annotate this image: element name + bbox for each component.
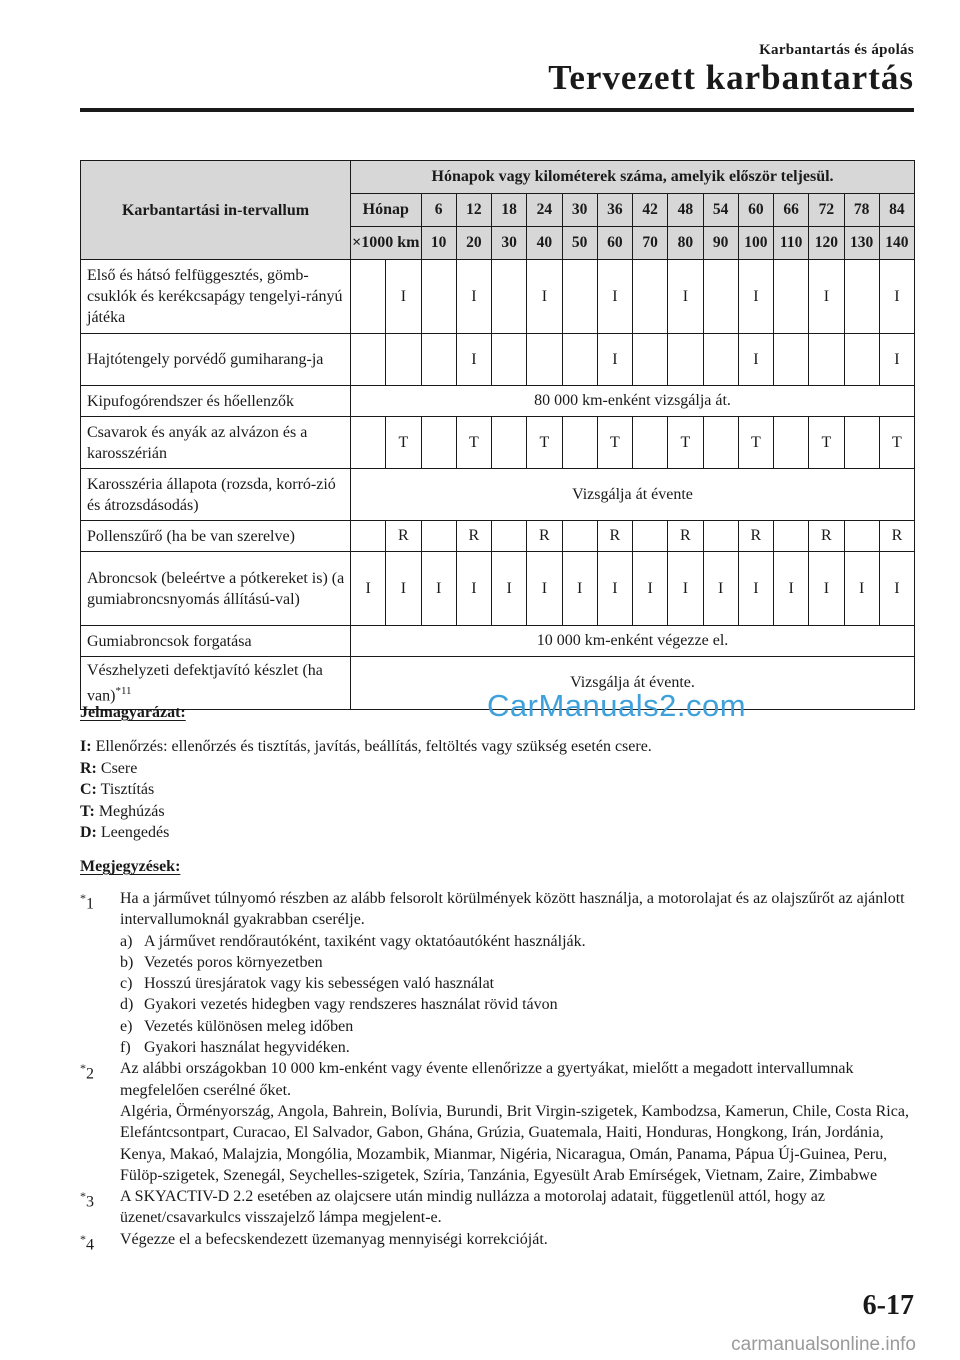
item-label: Első és hátsó felfüggesztés, gömb-csuklók és kerékcsapágy tengelyi-rányú játéka: [81, 260, 351, 334]
schedule-cell: [774, 260, 809, 334]
schedule-cell: [421, 521, 456, 552]
schedule-cell: [421, 334, 456, 386]
item-label: Karosszéria állapota (rozsda, korró-zió és átrozsdásodás): [81, 469, 351, 521]
km-cell: 30: [492, 227, 527, 260]
schedule-cell: [562, 334, 597, 386]
schedule-cell: [351, 260, 386, 334]
notes-title: Megjegyzések:: [80, 858, 181, 875]
note-1: *1 Ha a járművet túlnyomó részben az alább felsorolt körülmények között használja, a motorolajat és az olajszűrőt az ajánlott intervallumoknál gyakrabban cserélje.: [80, 890, 905, 929]
schedule-cell: I: [421, 552, 456, 626]
km-cell: 100: [738, 227, 773, 260]
km-cell: 80: [668, 227, 703, 260]
table-row: [81, 469, 915, 521]
schedule-cell: I: [668, 260, 703, 334]
schedule-cell: [844, 260, 879, 334]
schedule-cell: T: [386, 417, 421, 469]
schedule-cell: I: [633, 552, 668, 626]
item-label: Vészhelyzeti defektjavító készlet (ha van)$^{*11}$: [81, 657, 351, 710]
month-cell: 78: [844, 194, 879, 227]
km-cell: 50: [562, 227, 597, 260]
legend-list: [80, 736, 652, 844]
schedule-cell: [562, 260, 597, 334]
schedule-cell: [351, 334, 386, 386]
table-row: [81, 626, 915, 657]
schedule-cell: [774, 334, 809, 386]
km-cell: 70: [633, 227, 668, 260]
schedule-cell: [844, 521, 879, 552]
km-cell: 120: [809, 227, 844, 260]
schedule-cell: [844, 334, 879, 386]
schedule-cell: R: [668, 521, 703, 552]
page-title: Tervezett karbantartás: [548, 58, 914, 97]
note-1-item: b) Vezetés poros környezetben: [120, 953, 323, 971]
note-4: *4 Végezze el a befecskendezett üzemanyag mennyiségi korrekcióját.: [80, 1230, 548, 1254]
watermark-text: CarManuals2.com: [487, 688, 747, 723]
notes-list: [80, 888, 920, 1255]
schedule-cell: I: [456, 260, 491, 334]
note-1-item: d) Gyakori vezetés hidegben vagy rendszeres használat rövid távon: [120, 996, 558, 1014]
span-cell: Vizsgálja át évente: [351, 469, 915, 521]
schedule-cell: T: [809, 417, 844, 469]
schedule-cell: I: [562, 552, 597, 626]
schedule-cell: I: [738, 260, 773, 334]
schedule-cell: [351, 417, 386, 469]
country-list: Algéria, Örményország, Angola, Bahrein, Bolívia, Burundi, Brit Virgin-szigetek, Kambodzsa, Kamerun, Chile, Costa Rica, Elefántcsontpart, Curacao, El Salvador, Gabon, Ghána, Grúzia, Guatemala, Haiti, Honduras, Hongkong, Irán, Jordánia, Kenya, Makaó, Malajzia, Mongólia, Mozambik, Mianmar, Nigéria, Nicaragua, Omán, Panama, Pápua Új-Guinea, Peru, Fülöp-szigetek, Szenegál, Seychelles-szigetek, Szíria, Tanzánia, Egyesült Arab Emírségek, Vietnam, Zaire, Zimbabwe: [120, 1102, 909, 1184]
legend-item: T: Meghúzás: [80, 802, 165, 820]
schedule-cell: I: [597, 260, 632, 334]
schedule-cell: I: [456, 552, 491, 626]
schedule-cell: R: [879, 521, 914, 552]
span-cell: 80 000 km-enként vizsgálja át.: [351, 386, 915, 417]
month-cell: 30: [562, 194, 597, 227]
page-number: 6-17: [862, 1290, 914, 1321]
schedule-cell: R: [386, 521, 421, 552]
schedule-cell: I: [809, 552, 844, 626]
schedule-cell: I: [879, 260, 914, 334]
schedule-cell: R: [456, 521, 491, 552]
schedule-cell: [633, 260, 668, 334]
month-cell: 66: [774, 194, 809, 227]
schedule-cell: [633, 417, 668, 469]
schedule-cell: [774, 521, 809, 552]
item-label: Gumiabroncsok forgatása: [81, 626, 351, 657]
table-row: [81, 521, 915, 552]
schedule-cell: I: [456, 334, 491, 386]
km-cell: 110: [774, 227, 809, 260]
note-2: *2 Az alábbi országokban 10 000 km-enként vagy évente ellenőrizze a gyertyákat, mielőtt a megadott intervallumnak megfelelően cserélné őket. Algéria, Örményország, Angola, Bahrein, Bolívia, Burundi, Brit Virgin-szigetek, Kambodzsa, Kamerun, Chile, Costa Rica, Elefántcsontpart, Curacao, El Salvador, Gabon, Ghána, Grúzia, Guatemala, Haiti, Honduras, Hongkong, Irán, Jordánia, Kenya, Makaó, Malajzia, Mongólia, Mozambik, Mianmar, Nigéria, Nicaragua, Omán, Panama, Pápua Új-Guinea, Peru, Fülöp-szigetek, Szenegál, Seychelles-szigetek, Szíria, Tanzánia, Egyesült Arab Emírségek, Vietnam, Zaire, Zimbabwe: [80, 1058, 920, 1186]
schedule-cell: [844, 417, 879, 469]
schedule-cell: I: [738, 552, 773, 626]
schedule-cell: [703, 334, 738, 386]
item-label: Csavarok és anyák az alvázon és a karosszérián: [81, 417, 351, 469]
month-cell: 24: [527, 194, 562, 227]
month-cell: 84: [879, 194, 914, 227]
schedule-cell: I: [597, 334, 632, 386]
schedule-cell: I: [774, 552, 809, 626]
schedule-cell: I: [703, 552, 738, 626]
schedule-cell: I: [492, 552, 527, 626]
schedule-cell: [633, 334, 668, 386]
schedule-cell: [668, 334, 703, 386]
schedule-cell: [633, 521, 668, 552]
schedule-cell: I: [879, 334, 914, 386]
schedule-cell: [492, 260, 527, 334]
month-cell: 18: [492, 194, 527, 227]
km-cell: 40: [527, 227, 562, 260]
schedule-cell: I: [386, 552, 421, 626]
month-cell: 48: [668, 194, 703, 227]
schedule-cell: T: [668, 417, 703, 469]
header-divider: [80, 108, 914, 112]
month-cell: 12: [456, 194, 491, 227]
schedule-cell: [492, 334, 527, 386]
schedule-cell: I: [738, 334, 773, 386]
month-label: Hónap: [351, 194, 422, 227]
km-cell: 130: [844, 227, 879, 260]
km-cell: 20: [456, 227, 491, 260]
schedule-cell: R: [597, 521, 632, 552]
schedule-cell: I: [527, 260, 562, 334]
interval-label: Karbantartási in-tervallum: [121, 201, 310, 219]
schedule-cell: R: [527, 521, 562, 552]
km-cell: 60: [597, 227, 632, 260]
schedule-cell: I: [386, 260, 421, 334]
schedule-cell: [703, 521, 738, 552]
legend-title: Jelmagyarázat:: [80, 704, 186, 721]
schedule-cell: [527, 334, 562, 386]
schedule-cell: R: [809, 521, 844, 552]
schedule-cell: I: [351, 552, 386, 626]
schedule-cell: T: [456, 417, 491, 469]
schedule-cell: [421, 417, 456, 469]
section-title: Karbantartás és ápolás: [759, 42, 914, 58]
schedule-cell: [703, 260, 738, 334]
table-row: [81, 386, 915, 417]
schedule-cell: [809, 334, 844, 386]
item-label: Pollenszűrő (ha be van szerelve): [81, 521, 351, 552]
legend-item: R: Csere: [80, 759, 138, 777]
span-cell: 10 000 km-enként végezze el.: [351, 626, 915, 657]
schedule-cell: T: [879, 417, 914, 469]
group-header: Hónapok vagy kilométerek száma, amelyik először teljesül.: [351, 161, 915, 194]
item-label: Kipufogórendszer és hőellenzők: [81, 386, 351, 417]
maintenance-schedule-table: [80, 160, 915, 710]
note-1-item: c) Hosszú üresjáratok vagy kis sebességen való használat: [120, 975, 495, 993]
schedule-cell: [386, 334, 421, 386]
legend-item: C: Tisztítás: [80, 781, 155, 798]
note-3: *3 A SKYACTIV-D 2.2 esetében az olajcsere után mindig nullázza a motorolaj adatait, függetlenül attól, hogy az üzenet/csavarkulcs visszajelző lámpa megjelent-e.: [80, 1188, 825, 1227]
schedule-cell: T: [597, 417, 632, 469]
schedule-cell: I: [809, 260, 844, 334]
schedule-cell: T: [527, 417, 562, 469]
schedule-cell: [774, 417, 809, 469]
month-cell: 42: [633, 194, 668, 227]
km-label: ×1000 km: [351, 227, 422, 260]
schedule-cell: [703, 417, 738, 469]
month-cell: 6: [421, 194, 456, 227]
km-cell: 90: [703, 227, 738, 260]
schedule-cell: I: [879, 552, 914, 626]
legend-item: D: Leengedés: [80, 824, 170, 841]
footer-site: carmanualsonline.info: [731, 1334, 916, 1355]
legend-item: I: Ellenőrzés: ellenőrzés és tisztítás, javítás, beállítás, feltöltés vagy szükség esetén csere.: [80, 738, 652, 755]
footnote-ref: *11: [115, 685, 132, 697]
note-1-item: e) Vezetés különösen meleg időben: [120, 1017, 354, 1035]
span-cell: Vizsgálja át évente.: [351, 657, 915, 710]
table-row: [81, 417, 915, 469]
schedule-cell: I: [527, 552, 562, 626]
interval-label-cell: [81, 161, 351, 260]
schedule-cell: R: [738, 521, 773, 552]
schedule-cell: I: [668, 552, 703, 626]
note-1-item: f) Gyakori használat hegyvidéken.: [120, 1039, 350, 1057]
month-cell: 36: [597, 194, 632, 227]
month-cell: 54: [703, 194, 738, 227]
month-cell: 72: [809, 194, 844, 227]
km-cell: 140: [879, 227, 914, 260]
schedule-cell: [492, 521, 527, 552]
schedule-cell: [421, 260, 456, 334]
km-cell: 10: [421, 227, 456, 260]
item-label: Hajtótengely porvédő gumiharang-ja: [81, 334, 351, 386]
note-1-item: a) A járművet rendőrautóként, taxiként vagy oktatóautóként használják.: [120, 932, 586, 950]
schedule-cell: [492, 417, 527, 469]
schedule-cell: T: [738, 417, 773, 469]
table-row: [81, 552, 915, 626]
schedule-cell: I: [597, 552, 632, 626]
schedule-cell: [351, 521, 386, 552]
table-row: [81, 334, 915, 386]
item-label: Abroncsok (beleértve a pótkereket is) (a gumiabroncsnyomás állítású-val): [81, 552, 351, 626]
schedule-cell: [562, 417, 597, 469]
month-cell: 60: [738, 194, 773, 227]
schedule-cell: [562, 521, 597, 552]
schedule-cell: I: [844, 552, 879, 626]
table-row: [81, 260, 915, 334]
